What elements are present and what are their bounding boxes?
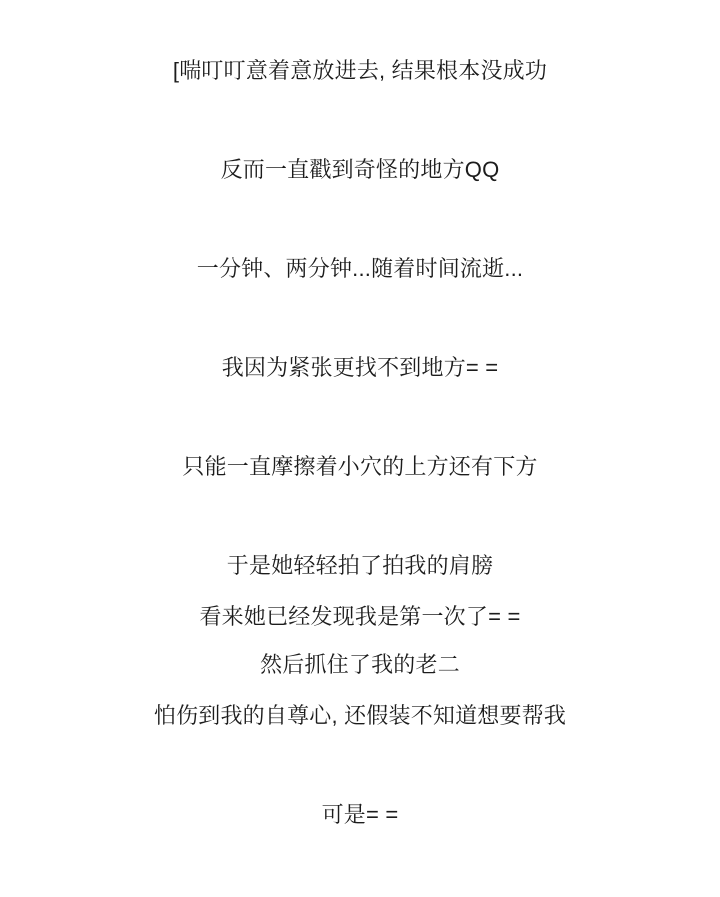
- text-line: 于是她轻轻拍了拍我的肩膀: [226, 553, 494, 578]
- text-line: 一分钟、两分钟...随着时间流逝...: [196, 256, 524, 281]
- text-line: 我因为紧张更找不到地方= =: [221, 355, 499, 380]
- text-line: 反而一直戳到奇怪的地方QQ: [220, 157, 500, 182]
- text-line: [喘叮叮意着意放进去, 结果根本没成功: [172, 58, 548, 83]
- text-line: 可是= =: [321, 802, 399, 827]
- text-line: 只能一直摩擦着小穴的上方还有下方: [182, 454, 538, 479]
- text-line: 然后抓住了我的老二: [260, 652, 460, 677]
- text-line: 怕伤到我的自尊心, 还假装不知道想要帮我: [153, 703, 567, 728]
- text-line: 看来她已经发现我是第一次了= =: [199, 604, 521, 629]
- lower-text-block: [0, 534, 720, 897]
